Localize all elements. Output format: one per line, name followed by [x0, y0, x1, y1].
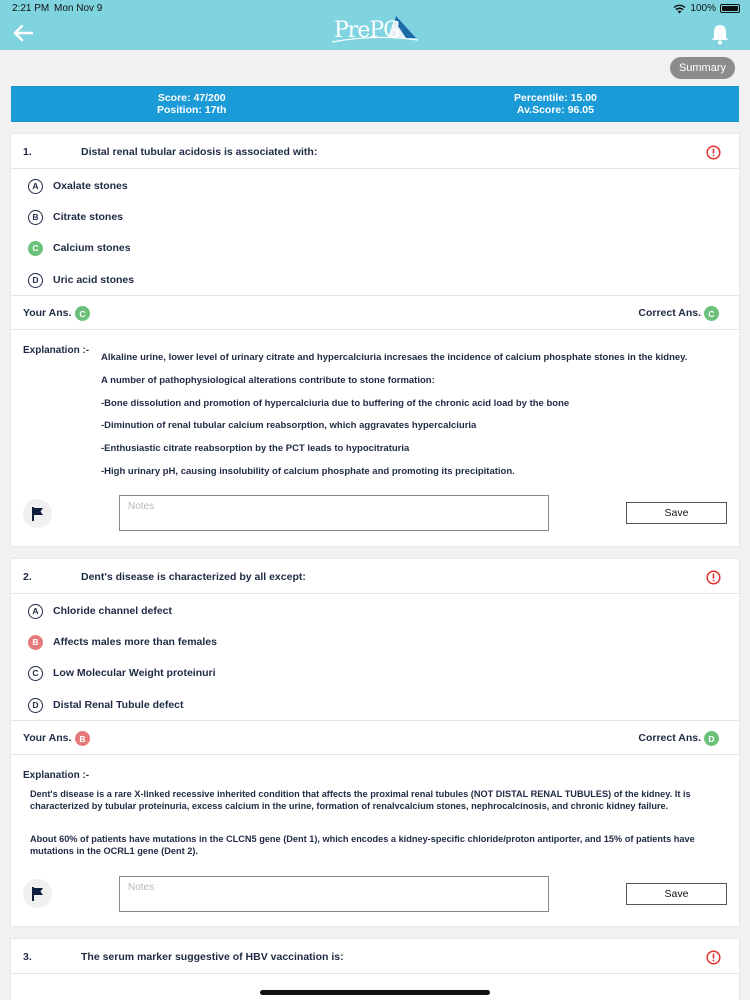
option-text: Citrate stones: [53, 211, 124, 223]
option-text: Distal Renal Tubule defect: [53, 699, 184, 711]
bookmark-button[interactable]: [23, 879, 52, 908]
home-indicator: [260, 990, 490, 995]
option-text: Affects males more than females: [53, 636, 217, 648]
explanation-paragraph: Dent's disease is a rare X-linked recessive inherited condition that affects the proximal renal tubules (NOT DISTAL RENAL TUBULES) of the kidney. It is characterized by tubular proteinuria, excess calcium in the urine, formation of renalvcalcium stones, nephrocalcinosis, and chronic kidney failure.: [30, 789, 691, 811]
question-header: [11, 559, 739, 594]
avscore-text: Av.Score: 96.05: [516, 104, 594, 116]
option-letter: B: [28, 210, 43, 225]
status-time: 2:21 PM: [12, 3, 50, 14]
explanation-line: Alkaline urine, lower level of urinary citrate and hypercalciuria incresaes the incidence of calcium phosphate stones in the kidney.: [101, 352, 688, 363]
score-text: Score: 47/200: [157, 92, 226, 104]
score-right: [514, 92, 597, 116]
question-header: [11, 134, 739, 169]
status-right: [673, 3, 740, 14]
option-letter: D: [28, 698, 43, 713]
explanation-line: -High urinary pH, causing insolubility of calcium phosphate and promoting its precipitation.: [101, 466, 515, 477]
your-answer-label: Your Ans.: [23, 732, 72, 744]
question-text: The serum marker suggestive of HBV vaccination is:: [81, 951, 344, 963]
question-text: Distal renal tubular acidosis is associated with:: [81, 146, 318, 158]
report-icon[interactable]: [706, 570, 721, 585]
option-text: Uric acid stones: [53, 274, 135, 286]
option-letter: A: [28, 179, 43, 194]
option-a[interactable]: [28, 177, 128, 195]
explanation-line: -Enthusiastic citrate reabsorption by the PCT leads to hypocitraturia: [101, 443, 410, 454]
option-c[interactable]: [28, 664, 216, 682]
option-b[interactable]: [28, 633, 217, 651]
option-letter: D: [28, 273, 43, 288]
notes-input[interactable]: [119, 495, 549, 531]
divider: [11, 295, 739, 296]
explanation-line: -Diminution of renal tubular calcium reabsorption, which aggravates hypercalciuria: [101, 420, 477, 431]
report-icon[interactable]: [706, 950, 721, 965]
option-text: Chloride channel defect: [53, 605, 173, 617]
bell-icon: [710, 23, 730, 45]
save-button[interactable]: Save: [626, 883, 727, 905]
score-banner: [11, 86, 739, 122]
question-text: Dent's disease is characterized by all except:: [81, 571, 306, 583]
score-left: [157, 92, 226, 116]
question-header: [11, 939, 739, 974]
summary-button[interactable]: Summary: [670, 57, 735, 79]
report-icon[interactable]: [706, 145, 721, 160]
option-d[interactable]: [28, 696, 184, 714]
explanation-line: A number of pathophysiological alterations contribute to stone formation:: [101, 375, 435, 386]
option-letter: B: [28, 635, 43, 650]
battery-icon: [720, 4, 740, 13]
question-card-1: [11, 134, 739, 546]
your-answer-badge: C: [75, 306, 90, 321]
wifi-icon: [673, 4, 686, 14]
bookmark-button[interactable]: [23, 499, 52, 528]
option-b[interactable]: [28, 208, 123, 226]
flag-icon: [31, 886, 45, 902]
logo-text: PrePG: [334, 18, 400, 43]
position-text: Position: 17th: [157, 104, 227, 116]
your-answer-label: Your Ans.: [23, 307, 72, 319]
option-d[interactable]: [28, 271, 134, 289]
notifications-button[interactable]: [710, 23, 730, 45]
option-text: Calcium stones: [53, 242, 131, 254]
save-button[interactable]: Save: [626, 502, 727, 524]
status-date: Mon Nov 9: [54, 3, 103, 14]
option-letter: C: [28, 666, 43, 681]
answer-row: [11, 304, 739, 324]
option-text: Oxalate stones: [53, 180, 128, 192]
question-number: 2.: [23, 571, 32, 583]
answer-row: [11, 729, 739, 749]
divider: [11, 329, 739, 330]
option-letter: C: [28, 241, 43, 256]
percentile-text: Percentile: 15.00: [514, 92, 597, 104]
battery-percent: 100%: [690, 3, 716, 14]
app-logo: [330, 14, 420, 46]
divider: [11, 754, 739, 755]
option-letter: A: [28, 604, 43, 619]
flag-icon: [31, 506, 45, 522]
explanation-label: Explanation :-: [23, 770, 90, 781]
correct-answer-label: Correct Ans.: [638, 732, 701, 744]
explanation-paragraph: About 60% of patients have mutations in the CLCN5 gene (Dent 1), which encodes a kidney-specific chloride/proton antiporter, and 15% of patients have mutations in the OCRL1 gene (Dent 2).: [30, 834, 695, 856]
option-a[interactable]: [28, 602, 172, 620]
question-card-2: [11, 559, 739, 926]
back-button[interactable]: [10, 22, 36, 44]
your-answer-badge: B: [75, 731, 90, 746]
divider: [11, 720, 739, 721]
correct-answer-badge: D: [704, 731, 719, 746]
top-bar: [0, 0, 750, 50]
option-text: Low Molecular Weight proteinuri: [53, 667, 216, 679]
notes-input[interactable]: [119, 876, 549, 912]
option-c[interactable]: [28, 239, 131, 257]
arrow-left-icon: [10, 22, 36, 44]
correct-answer-badge: C: [704, 306, 719, 321]
question-number: 3.: [23, 951, 32, 963]
correct-answer-label: Correct Ans.: [638, 307, 701, 319]
explanation-line: -Bone dissolution and promotion of hypercalciuria due to buffering of the chronic acid load by the bone: [101, 398, 570, 409]
explanation-label: Explanation :-: [23, 345, 90, 356]
question-number: 1.: [23, 146, 32, 158]
